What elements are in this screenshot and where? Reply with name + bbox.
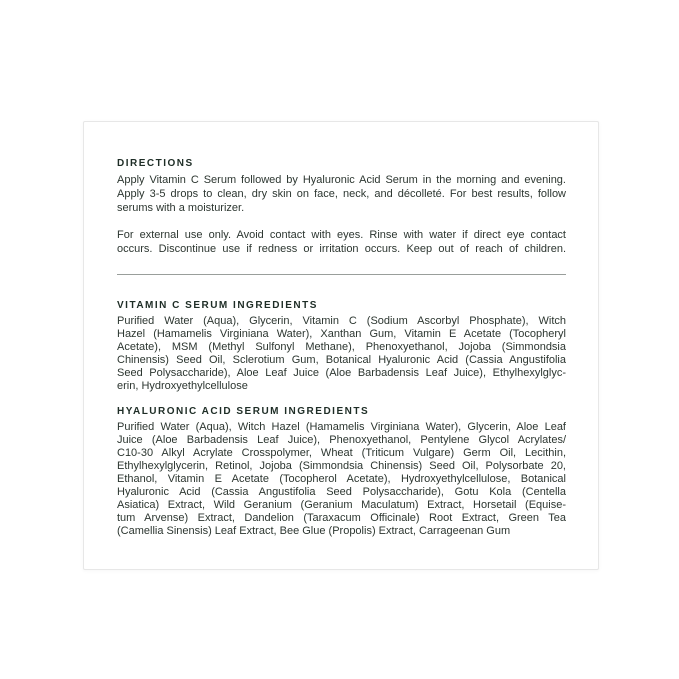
text-line: erin, Hydroxyethylcellulose <box>117 380 248 392</box>
text-line: Acetate), MSM (Methyl Sulfonyl Methane), Phenoxyethanol, Jojoba (Simmondsia <box>117 341 566 353</box>
text-line: Hazel (Hamamelis Virginiana Water), Xanthan Gum, Vitamin E Acetate (Tocopheryl <box>117 328 566 340</box>
vitamin-c-ingredients-heading: VITAMIN C SERUM INGREDIENTS <box>117 300 318 311</box>
text-line: Ethylhexylglycerin, Retinol, Jojoba (Simmondsia Chinensis) Seed Oil, Polysorbate 20, <box>117 460 566 472</box>
hyaluronic-acid-ingredients-heading: HYALURONIC ACID SERUM INGREDIENTS <box>117 406 370 417</box>
text-line: C10-30 Alkyl Acrylate Crosspolymer, Wheat (Triticum Vulgare) Germ Oil, Lecithin, <box>117 447 566 459</box>
text-line: Chinensis) Seed Oil, Sclerotium Gum, Botanical Hyaluronic Acid (Cassia Angustifolia <box>117 354 566 366</box>
ingredients-label-card <box>83 121 599 570</box>
text-line: Asiatica) Extract, Wild Geranium (Geranium Maculatum) Extract, Horsetail (Equise- <box>117 499 566 511</box>
text-line: Apply Vitamin C Serum followed by Hyaluronic Acid Serum in the morning and evening. <box>117 174 566 186</box>
directions-usage-text <box>117 173 566 215</box>
text-line: Hyaluronic Acid (Cassia Angustifolia Seed Polysaccharide), Gotu Kola (Centella <box>117 486 566 498</box>
text-line: Purified Water (Aqua), Witch Hazel (Hamamelis Virginiana Water), Glycerin, Aloe Leaf <box>117 421 566 433</box>
text-line: Apply 3-5 drops to clean, dry skin on face, neck, and décolleté. For best results, follow <box>117 188 566 200</box>
text-line: (Camellia Sinensis) Leaf Extract, Bee Glue (Propolis) Extract, Carrageenan Gum <box>117 525 511 537</box>
directions-warning-text <box>117 228 566 256</box>
section-divider <box>117 274 566 275</box>
directions-heading: DIRECTIONS <box>117 158 194 169</box>
text-line: tum Arvense) Extract, Dandelion (Taraxacum Officinale) Root Extract, Green Tea <box>117 512 566 524</box>
text-line: occurs. Discontinue use if redness or irritation occurs. Keep out of reach of children. <box>117 243 566 255</box>
text-line: For external use only. Avoid contact with eyes. Rinse with water if direct eye contact <box>117 229 566 241</box>
vitamin-c-ingredients-text <box>117 315 566 393</box>
text-line: Seed Polysaccharide), Aloe Leaf Juice (Aloe Barbadensis Leaf Juice), Ethylhexylglyc- <box>117 367 566 379</box>
text-line: Purified Water (Aqua), Glycerin, Vitamin C (Sodium Ascorbyl Phosphate), Witch <box>117 315 566 327</box>
text-line: Ethanol, Vitamin E Acetate (Tocopherol Acetate), Hydroxyethylcellulose, Botanical <box>117 473 566 485</box>
text-line: Juice (Aloe Barbadensis Leaf Juice), Phenoxyethanol, Pentylene Glycol Acrylates/ <box>117 434 566 446</box>
hyaluronic-acid-ingredients-text <box>117 421 566 538</box>
text-line: serums with a moisturizer. <box>117 202 245 214</box>
